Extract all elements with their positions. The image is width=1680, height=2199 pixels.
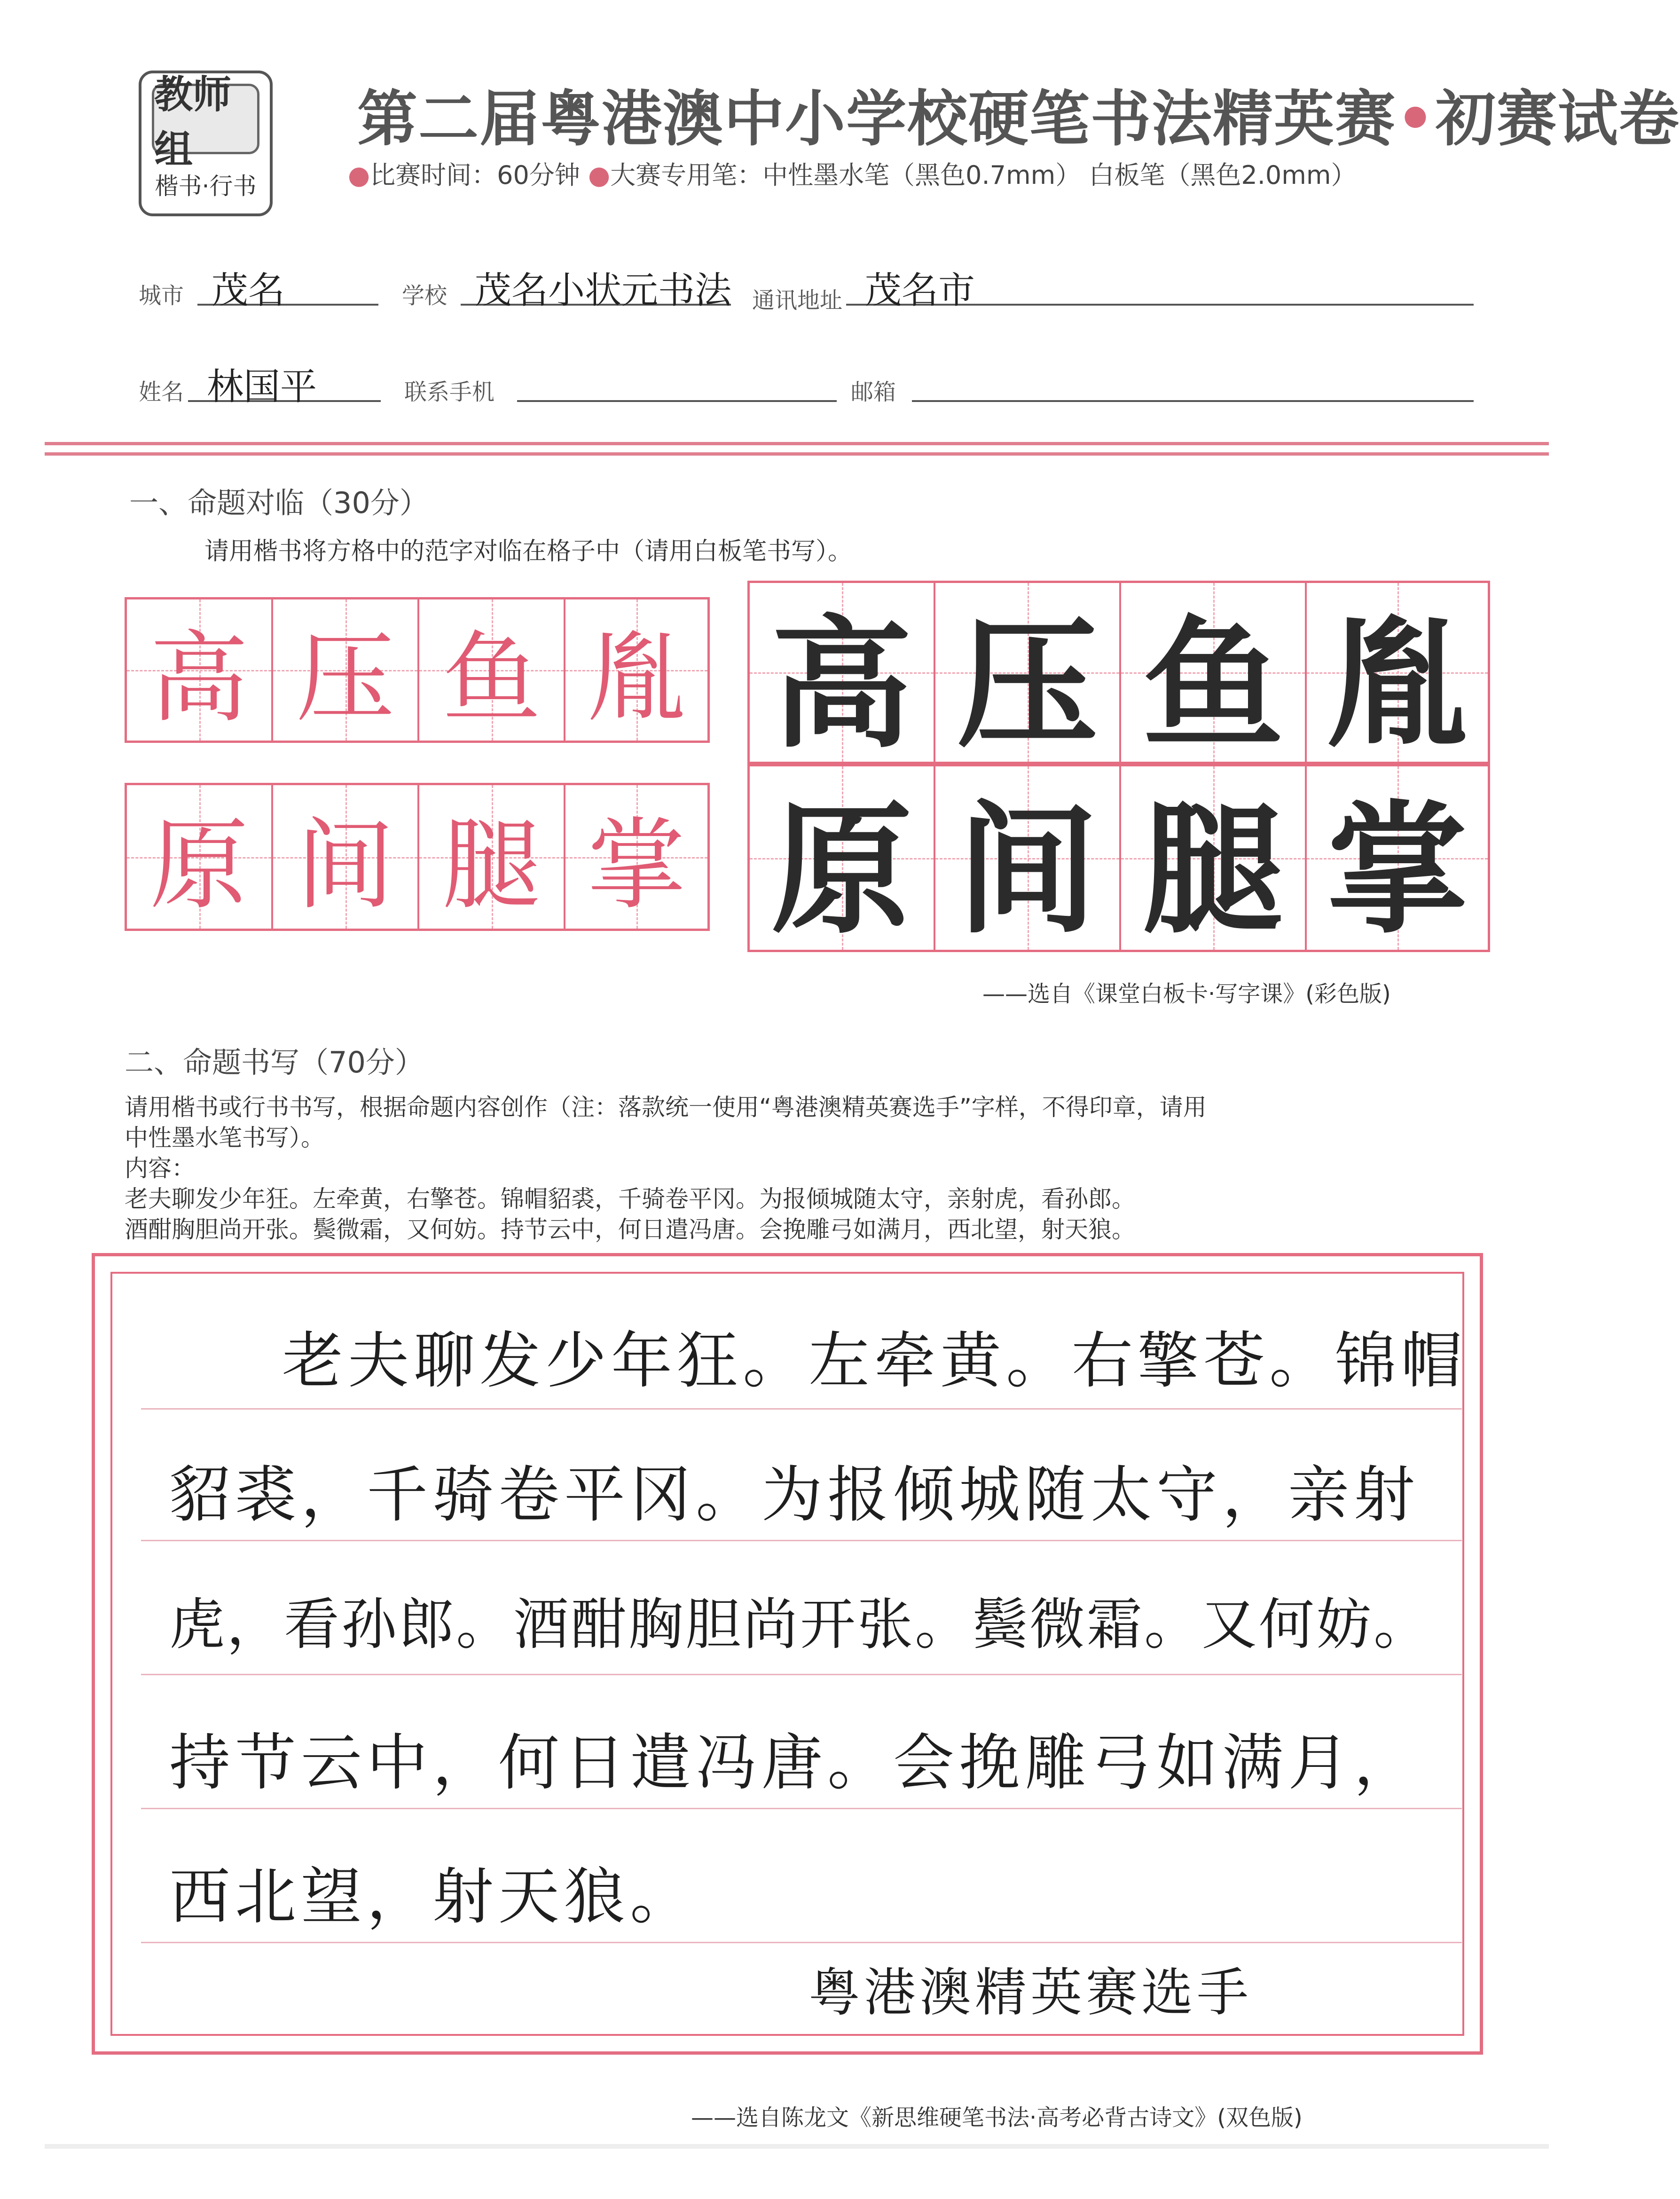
copy-char: 腿 [442,807,541,923]
city-value: 茂名 [212,269,285,312]
model-char: 原 [771,786,912,953]
school-value: 茂名小状元书法 [475,269,732,312]
model-char: 掌 [1327,786,1468,953]
copy-char: 原 [149,807,249,923]
model-cell [750,583,935,767]
signature: 粤港澳精英赛选手 [809,1963,1252,2023]
handwritten-line-1: 老夫聊发少年狂。左牵黄。右擎苍。锦帽 [282,1325,1467,1396]
model-cell [750,766,935,953]
school-label: 学校 [402,283,447,309]
name-value: 林国平 [207,366,317,408]
section2-title: 二、命题书写（70分） [125,1045,424,1080]
email-label: 邮箱 [851,379,896,405]
title-main: 第二届粤港澳中小学校硬笔书法精英赛 [357,84,1397,154]
content-label: 内容： [125,1155,195,1182]
writing-guide-line [141,1408,1462,1410]
copy-char: 压 [296,621,395,736]
section1-source: ——选自《课堂白板卡·写字课》(彩色版) [982,981,1391,1007]
copy-cell[interactable] [565,785,707,929]
section2-instruction-1: 请用楷书或行书书写，根据命题内容创作（注：落款统一使用“粤港澳精英赛选手”字样，不得印章，请用 [125,1094,1207,1121]
model-cell [1307,766,1488,953]
model-cell [1121,583,1307,767]
copy-char: 胤 [587,621,686,736]
model-char: 胤 [1327,600,1468,767]
writing-guide-line [141,1942,1462,1943]
phone-field[interactable] [517,355,837,402]
model-char: 鱼 [1142,600,1284,767]
model-cell [935,766,1121,953]
handwritten-line-2: 貂裘，千骑卷平冈。为报倾城随太守，亲射 [169,1459,1420,1530]
copy-cell[interactable] [565,599,707,741]
handwritten-line-3: 虎，看孙郎。酒酣胸胆尚开张。鬓微霜。又何妨。 [169,1592,1431,1657]
address-value: 茂名市 [865,269,975,312]
content-line-1: 老夫聊发少年狂。左牵黄，右擎苍。锦帽貂裘，千骑卷平冈。为报倾城随太守，亲射虎，看孙郎。 [125,1185,1135,1213]
copy-char: 掌 [587,807,686,923]
title-dot: • [1396,84,1436,154]
handwritten-line-4: 持节云中，何日遣冯唐。会挽雕弓如满月， [169,1727,1420,1798]
divider-line [45,442,1549,445]
copy-cell[interactable] [127,785,273,929]
section1-title: 一、命题对临（30分） [129,486,429,520]
section2-instruction-2: 中性墨水笔书写）。 [125,1124,324,1151]
content-line-2: 酒酣胸胆尚开张。鬓微霜，又何妨。持节云中，何日遣冯唐。会挽雕弓如满月，西北望，射天狼。 [125,1216,1135,1243]
model-grid-row1 [747,581,1490,767]
divider-line [45,452,1549,456]
badge-group-label: 教师组 [152,84,259,154]
address-field[interactable] [846,259,1474,312]
section1-instruction: 请用楷书将方格中的范字对临在格子中（请用白板笔书写）。 [204,537,853,566]
copy-grid-row1 [125,597,710,743]
bottom-border [45,2144,1549,2149]
copy-cell[interactable] [419,785,565,929]
model-grid-row2 [747,764,1490,952]
copy-cell[interactable] [273,599,419,741]
model-cell [1307,583,1488,767]
bullet-icon: ● [348,160,370,190]
exam-subtitle [348,155,1356,191]
copy-char: 间 [296,807,395,923]
school-field[interactable] [461,259,732,312]
page-title [357,71,1680,157]
exam-pen: 大赛专用笔：中性墨水笔（黑色0.7mm） 白板笔（黑色2.0mm） [610,160,1357,190]
address-label: 通讯地址 [752,287,843,314]
copy-cell[interactable] [273,785,419,929]
name-field[interactable] [188,355,381,408]
model-char: 间 [957,786,1098,953]
copy-cell[interactable] [419,599,565,741]
city-field[interactable] [197,259,378,312]
model-cell [935,583,1121,767]
email-field[interactable] [912,355,1474,402]
name-label: 姓名 [139,379,184,405]
exam-time: 比赛时间：60分钟 [370,160,580,190]
copy-grid-row2 [125,783,710,931]
copy-cell[interactable] [127,599,273,741]
phone-label: 联系手机 [404,379,495,405]
writing-guide-line [141,1808,1462,1809]
model-cell [1121,766,1307,953]
bullet-icon: ● [588,160,611,190]
handwritten-line-5: 西北望，射天狼。 [169,1861,696,1932]
model-char: 腿 [1142,786,1284,953]
section2-source: ——选自陈龙文《新思维硬笔书法·高考必背古诗文》(双色版) [691,2104,1303,2131]
city-label: 城市 [139,283,184,309]
title-tail: 初赛试卷 [1435,84,1680,154]
teacher-group-badge [139,71,273,216]
model-char: 压 [957,600,1098,767]
copy-char: 鱼 [442,621,541,736]
copy-char: 高 [149,621,249,736]
model-char: 高 [771,600,912,767]
writing-guide-line [141,1674,1462,1675]
badge-styles-label: 楷书·行书 [155,173,257,200]
writing-guide-line [141,1540,1462,1541]
